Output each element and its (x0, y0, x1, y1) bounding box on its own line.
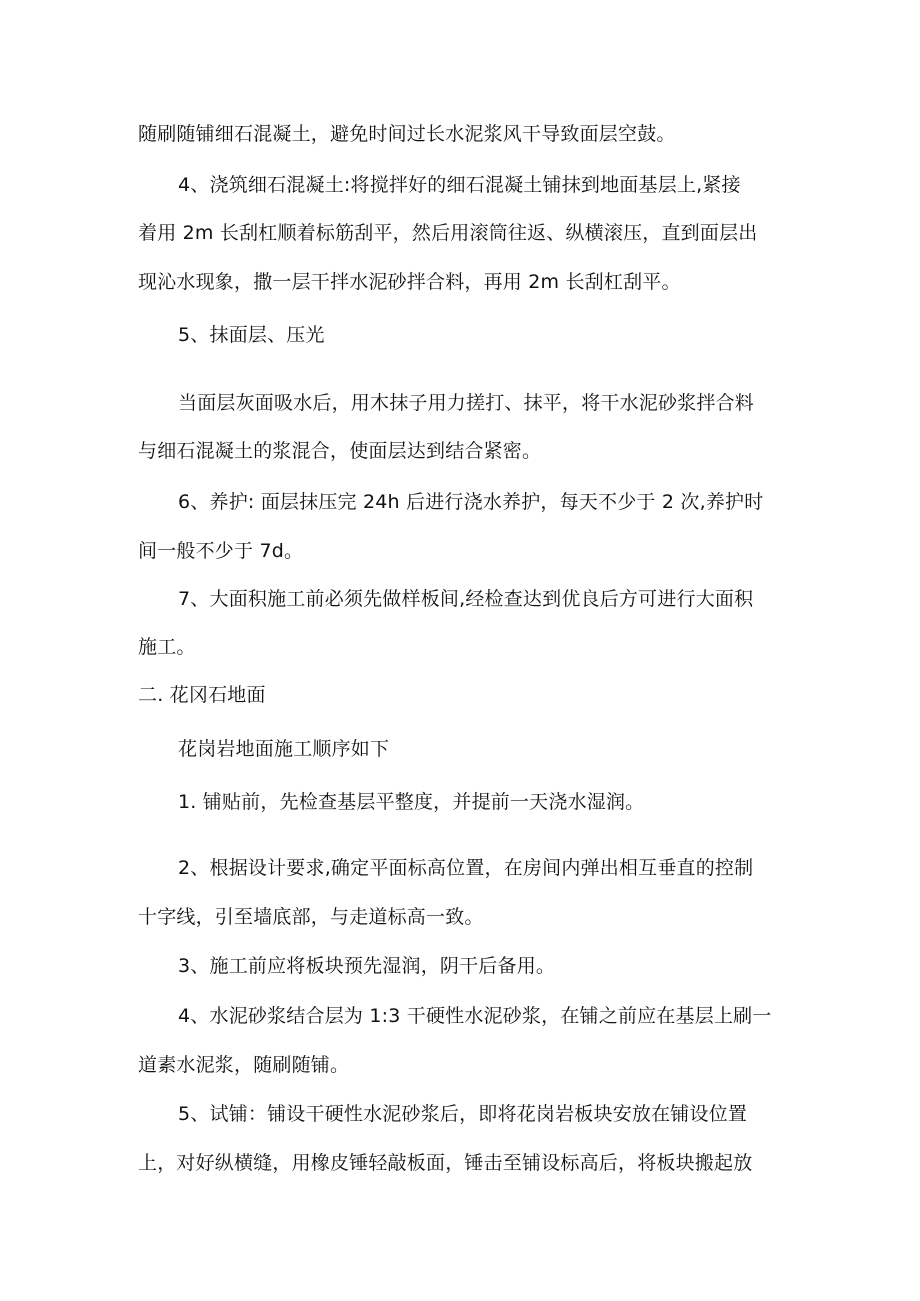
text-line: 施工。 (138, 636, 196, 658)
text-line: 道素水泥浆，随刷随铺。 (138, 1054, 350, 1076)
text-line: 7、大面积施工前必须先做样板间,经检查达到优良后方可进行大面积 (178, 588, 754, 610)
text-line: 1. 铺贴前，先检查基层平整度，并提前一天浇水湿润。 (178, 791, 645, 813)
text-line: 间一般不少于 7d。 (138, 540, 304, 562)
section-heading: 5、抹面层、压光 (178, 324, 325, 346)
text-line: 上，对好纵横缝，用橡皮锤轻敲板面，锤击至铺设标高后，将板块搬起放 (138, 1152, 753, 1174)
text-line: 当面层灰面吸水后，用木抹子用力搓打、抹平，将干水泥砂浆拌合料 (178, 392, 755, 414)
text-line: 着用 2m 长刮杠顺着标筋刮平，然后用滚筒往返、纵横滚压，直到面层出 (138, 222, 758, 244)
text-line: 4、浇筑细石混凝土:将搅拌好的细石混凝土铺抹到地面基层上,紧接 (178, 174, 741, 196)
text-line: 5、试铺：铺设干硬性水泥砂浆后，即将花岗岩板块安放在铺设位置 (178, 1103, 748, 1125)
text-line: 6、养护: 面层抹压完 24h 后进行浇水养护，每天不少于 2 次,养护时 (178, 491, 764, 513)
text-line: 与细石混凝土的浆混合，使面层达到结合紧密。 (138, 440, 542, 462)
text-line: 3、施工前应将板块预先湿润，阴干后备用。 (178, 955, 556, 977)
text-line: 4、水泥砂浆结合层为 1:3 干硬性水泥砂浆，在铺之前应在基层上刷一 (178, 1005, 772, 1027)
text-line: 十字线，引至墙底部，与走道标高一致。 (138, 906, 484, 928)
text-line: 现沁水现象，撒一层干拌水泥砂拌合料，再用 2m 长刮杠刮平。 (138, 271, 681, 293)
section-heading: 二. 花冈石地面 (138, 684, 266, 706)
text-line: 随刷随铺细石混凝土，避免时间过长水泥浆风干导致面层空鼓。 (138, 123, 676, 145)
subheading: 花岗岩地面施工顺序如下 (178, 738, 390, 760)
text-line: 2、根据设计要求,确定平面标高位置，在房间内弹出相互垂直的控制 (178, 857, 754, 879)
